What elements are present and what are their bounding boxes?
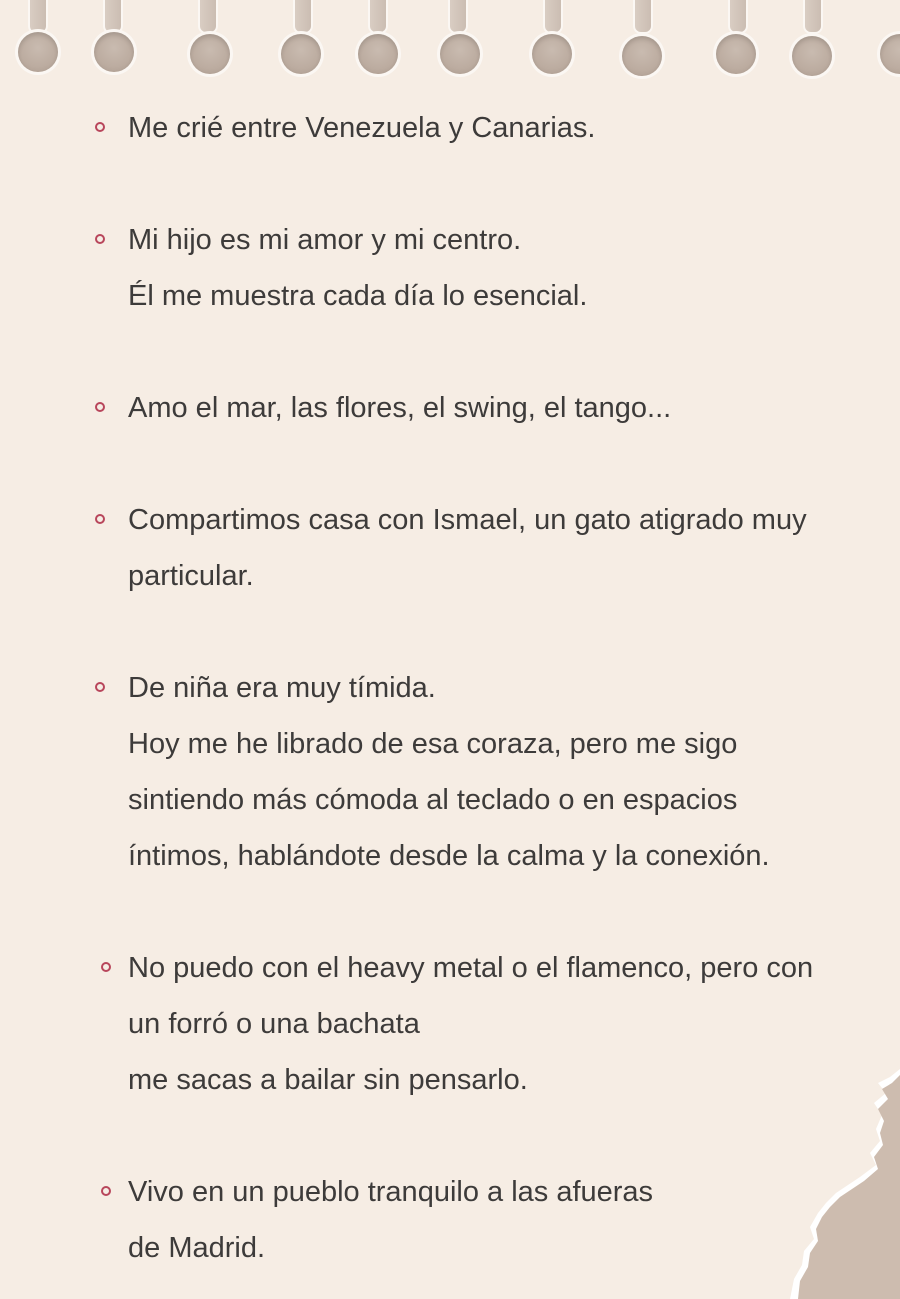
binding-ring (200, 0, 216, 32)
list-item-text-line: Me crié entre Venezuela y Canarias. (128, 112, 596, 144)
list-item-text-line: íntimos, hablándote desde la calma y la conexión. (128, 840, 770, 872)
circle-bullet-icon (95, 682, 105, 692)
binding-ring (105, 0, 121, 32)
binding-hole (94, 32, 134, 72)
list-item-text-line: De niña era muy tímida. (128, 672, 436, 704)
list-item-text-line: Mi hijo es mi amor y mi centro. (128, 224, 522, 256)
binding-hole (622, 36, 662, 76)
list-item-text-line: Él me muestra cada día lo esencial. (128, 280, 588, 312)
list-item-text-line: sintiendo más cómoda al teclado o en espacios (128, 784, 738, 816)
binding-ring (635, 0, 651, 32)
binding-ring (545, 0, 561, 32)
list-item-text-line: un forró o una bachata (128, 1008, 420, 1040)
binding-ring (730, 0, 746, 32)
binding-hole (281, 34, 321, 74)
list-item-text-line: me sacas a bailar sin pensarlo. (128, 1064, 528, 1096)
binding-hole (358, 34, 398, 74)
circle-bullet-icon (95, 514, 105, 524)
binding-hole (190, 34, 230, 74)
binding-ring (370, 0, 386, 32)
list-item-text-line: No puedo con el heavy metal o el flamenco, pero con (128, 952, 814, 984)
list-item-text-line: Hoy me he librado de esa coraza, pero me sigo (128, 728, 738, 760)
torn-paper-corner (790, 1069, 900, 1299)
binding-hole (440, 34, 480, 74)
binding-hole (880, 34, 900, 74)
list-item-text-line: Amo el mar, las flores, el swing, el tango... (128, 392, 672, 424)
binding-ring (450, 0, 466, 32)
binding-ring (295, 0, 311, 32)
binding-hole (716, 34, 756, 74)
circle-bullet-icon (101, 1186, 111, 1196)
circle-bullet-icon (101, 962, 111, 972)
circle-bullet-icon (95, 402, 105, 412)
binding-hole (532, 34, 572, 74)
binding-ring (30, 0, 46, 32)
binding-ring (805, 0, 821, 32)
list-item-text-line: Compartimos casa con Ismael, un gato atigrado muy (128, 504, 807, 536)
spiral-binding (0, 0, 900, 90)
binding-hole (18, 32, 58, 72)
list-item-text-line: Vivo en un pueblo tranquilo a las afueras (128, 1176, 654, 1208)
circle-bullet-icon (95, 234, 105, 244)
list-item-text-line: particular. (128, 560, 254, 592)
circle-bullet-icon (95, 122, 105, 132)
list-item-text-line: de Madrid. (128, 1232, 266, 1264)
binding-hole (792, 36, 832, 76)
